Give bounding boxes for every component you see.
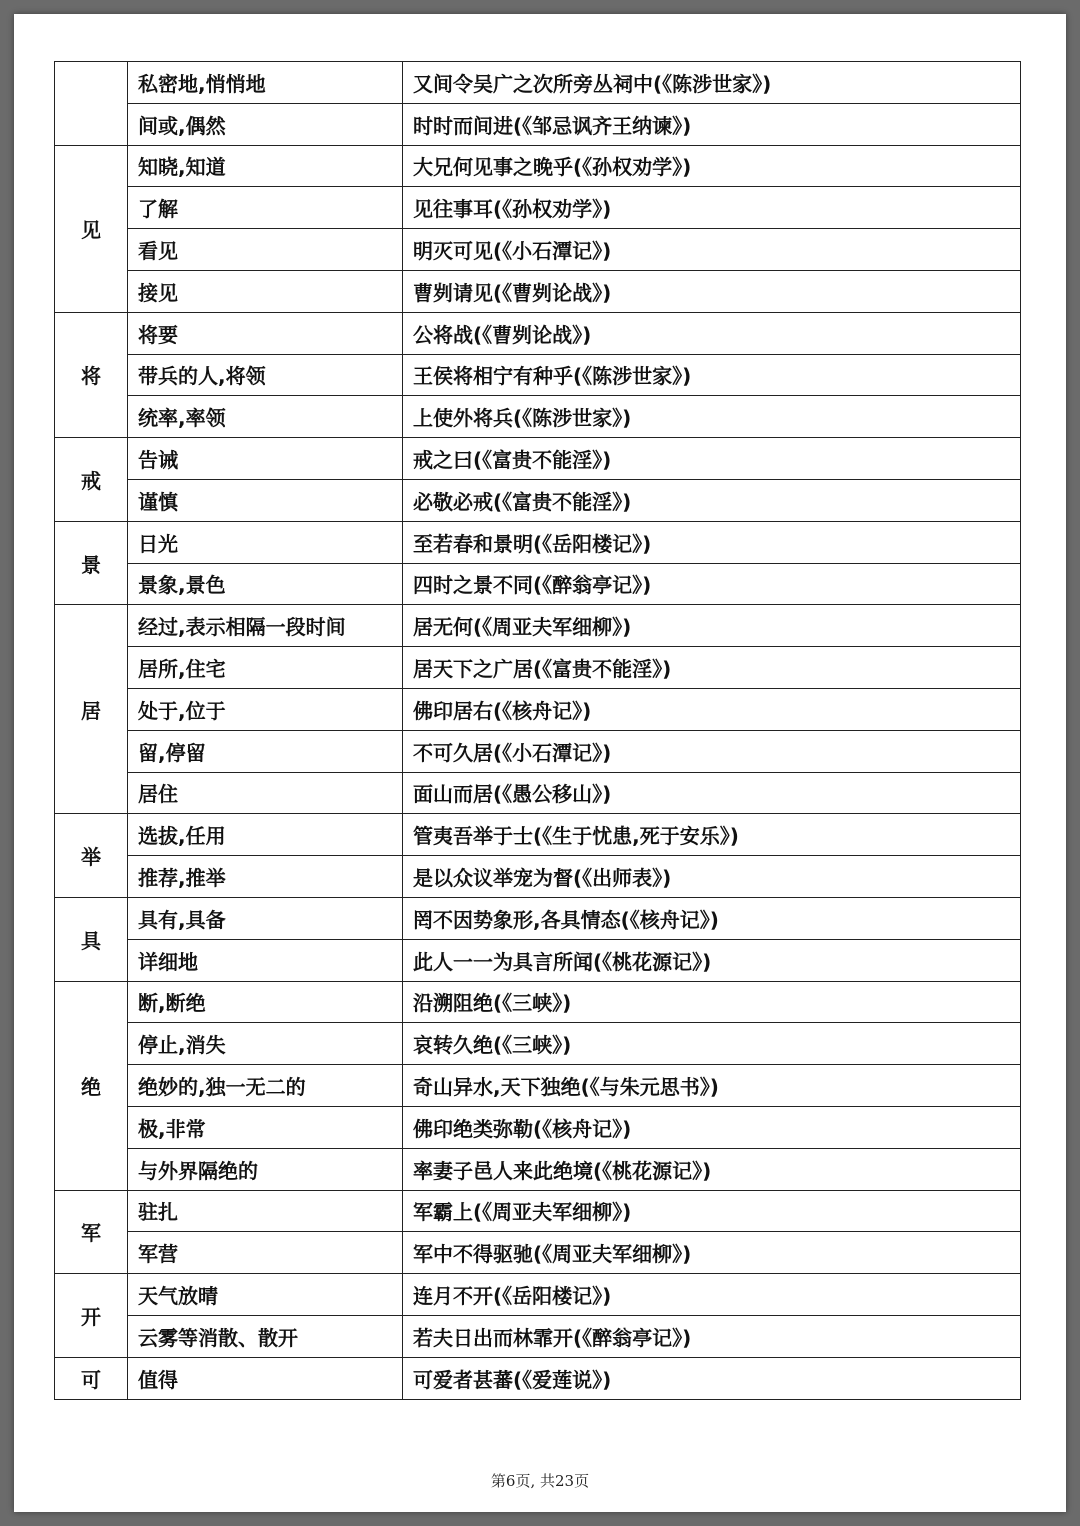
char-cell-continued <box>55 62 128 146</box>
meaning-cell: 天气放晴 <box>128 1274 403 1316</box>
table-row <box>55 1106 1021 1148</box>
example-cell: 佛印居右(《核舟记》) <box>403 688 1021 730</box>
meaning-cell: 与外界隔绝的 <box>128 1148 403 1190</box>
table-row <box>55 772 1021 814</box>
char-cell-ju2: 举 <box>55 814 128 898</box>
char-cell-ju3: 具 <box>55 897 128 981</box>
meaning-cell: 值得 <box>128 1357 403 1399</box>
meaning-cell: 日光 <box>128 521 403 563</box>
example-cell: 佛印绝类弥勒(《核舟记》) <box>403 1106 1021 1148</box>
table-row <box>55 856 1021 898</box>
example-cell: 至若春和景明(《岳阳楼记》) <box>403 521 1021 563</box>
table-row <box>55 897 1021 939</box>
meaning-cell: 告诫 <box>128 438 403 480</box>
char-cell-ju: 居 <box>55 605 128 814</box>
meaning-cell: 接见 <box>128 270 403 312</box>
meaning-cell: 居住 <box>128 772 403 814</box>
document-page <box>14 14 1066 1512</box>
example-cell: 公将战(《曹刿论战》) <box>403 312 1021 354</box>
meaning-cell: 了解 <box>128 187 403 229</box>
meaning-cell: 推荐,推举 <box>128 856 403 898</box>
table-row <box>55 396 1021 438</box>
meaning-cell: 军营 <box>128 1232 403 1274</box>
char-cell-jiang: 将 <box>55 312 128 437</box>
example-cell: 若夫日出而林霏开(《醉翁亭记》) <box>403 1315 1021 1357</box>
meaning-cell: 统率,率领 <box>128 396 403 438</box>
table-row <box>55 354 1021 396</box>
example-cell: 王侯将相宁有种乎(《陈涉世家》) <box>403 354 1021 396</box>
example-cell: 戒之曰(《富贵不能淫》) <box>403 438 1021 480</box>
table-row <box>55 1315 1021 1357</box>
table-row <box>55 730 1021 772</box>
table-row <box>55 521 1021 563</box>
table-row <box>55 1232 1021 1274</box>
example-cell: 奇山异水,天下独绝(《与朱元思书》) <box>403 1065 1021 1107</box>
table-row <box>55 103 1021 145</box>
table-row <box>55 939 1021 981</box>
table-row <box>55 270 1021 312</box>
char-cell-jun: 军 <box>55 1190 128 1274</box>
table-row <box>55 62 1021 104</box>
table-row <box>55 563 1021 605</box>
meaning-cell: 将要 <box>128 312 403 354</box>
meaning-cell: 具有,具备 <box>128 897 403 939</box>
meaning-cell: 停止,消失 <box>128 1023 403 1065</box>
meaning-cell: 驻扎 <box>128 1190 403 1232</box>
meaning-cell: 留,停留 <box>128 730 403 772</box>
example-cell: 连月不开(《岳阳楼记》) <box>403 1274 1021 1316</box>
example-cell: 率妻子邑人来此绝境(《桃花源记》) <box>403 1148 1021 1190</box>
vocabulary-table <box>54 61 1021 1400</box>
meaning-cell: 极,非常 <box>128 1106 403 1148</box>
example-cell: 此人一一为具言所闻(《桃花源记》) <box>403 939 1021 981</box>
example-cell: 大兄何见事之晚乎(《孙权劝学》) <box>403 145 1021 187</box>
meaning-cell: 经过,表示相隔一段时间 <box>128 605 403 647</box>
meaning-cell: 绝妙的,独一无二的 <box>128 1065 403 1107</box>
table-row <box>55 145 1021 187</box>
meaning-cell: 云雾等消散、散开 <box>128 1315 403 1357</box>
example-cell: 时时而间进(《邹忌讽齐王纳谏》) <box>403 103 1021 145</box>
meaning-cell: 断,断绝 <box>128 981 403 1023</box>
example-cell: 可爱者甚蕃(《爱莲说》) <box>403 1357 1021 1399</box>
meaning-cell: 景象,景色 <box>128 563 403 605</box>
meaning-cell: 选拔,任用 <box>128 814 403 856</box>
example-cell: 明灭可见(《小石潭记》) <box>403 229 1021 271</box>
char-cell-jue: 绝 <box>55 981 128 1190</box>
table-row <box>55 688 1021 730</box>
page-number-footer: 第6页, 共23页 <box>490 1472 590 1490</box>
table-row <box>55 1357 1021 1399</box>
example-cell: 见往事耳(《孙权劝学》) <box>403 187 1021 229</box>
table-row <box>55 1023 1021 1065</box>
meaning-cell: 详细地 <box>128 939 403 981</box>
example-cell: 必敬必戒(《富贵不能淫》) <box>403 479 1021 521</box>
example-cell: 军霸上(《周亚夫军细柳》) <box>403 1190 1021 1232</box>
table-row <box>55 1065 1021 1107</box>
example-cell: 沿溯阻绝(《三峡》) <box>403 981 1021 1023</box>
meaning-cell: 处于,位于 <box>128 688 403 730</box>
table-row <box>55 1190 1021 1232</box>
table-row <box>55 1148 1021 1190</box>
table-row <box>55 187 1021 229</box>
example-cell: 上使外将兵(《陈涉世家》) <box>403 396 1021 438</box>
example-cell: 军中不得驱驰(《周亚夫军细柳》) <box>403 1232 1021 1274</box>
char-cell-kai: 开 <box>55 1274 128 1358</box>
table-row <box>55 479 1021 521</box>
example-cell: 面山而居(《愚公移山》) <box>403 772 1021 814</box>
example-cell: 管夷吾举于士(《生于忧患,死于安乐》) <box>403 814 1021 856</box>
table-row <box>55 814 1021 856</box>
char-cell-ke: 可 <box>55 1357 128 1399</box>
example-cell: 四时之景不同(《醉翁亭记》) <box>403 563 1021 605</box>
table-row <box>55 438 1021 480</box>
meaning-cell: 知晓,知道 <box>128 145 403 187</box>
meaning-cell: 谨慎 <box>128 479 403 521</box>
char-cell-jie: 戒 <box>55 438 128 522</box>
example-cell: 哀转久绝(《三峡》) <box>403 1023 1021 1065</box>
table-row <box>55 647 1021 689</box>
example-cell: 不可久居(《小石潭记》) <box>403 730 1021 772</box>
table-row <box>55 1274 1021 1316</box>
char-cell-jing: 景 <box>55 521 128 605</box>
table-row <box>55 312 1021 354</box>
meaning-cell: 看见 <box>128 229 403 271</box>
table-row <box>55 605 1021 647</box>
example-cell: 是以众议举宠为督(《出师表》) <box>403 856 1021 898</box>
example-cell: 曹刿请见(《曹刿论战》) <box>403 270 1021 312</box>
table-row <box>55 981 1021 1023</box>
meaning-cell: 带兵的人,将领 <box>128 354 403 396</box>
meaning-cell: 居所,住宅 <box>128 647 403 689</box>
example-cell: 居无何(《周亚夫军细柳》) <box>403 605 1021 647</box>
example-cell: 居天下之广居(《富贵不能淫》) <box>403 647 1021 689</box>
table-row <box>55 229 1021 271</box>
meaning-cell: 私密地,悄悄地 <box>128 62 403 104</box>
example-cell: 罔不因势象形,各具情态(《核舟记》) <box>403 897 1021 939</box>
example-cell: 又间令吴广之次所旁丛祠中(《陈涉世家》) <box>403 62 1021 104</box>
meaning-cell: 间或,偶然 <box>128 103 403 145</box>
char-cell-jian: 见 <box>55 145 128 312</box>
